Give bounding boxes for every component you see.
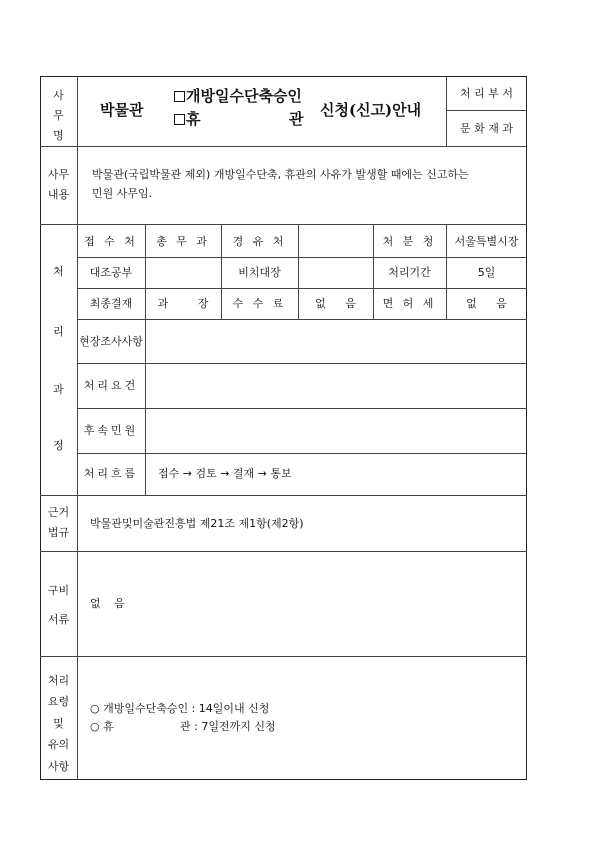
divider-grid-col1: [145, 224, 146, 495]
cell-license-tax-label: 면 허 세: [382, 297, 437, 310]
content-label: [40, 165, 77, 205]
documents-value: 없 음: [90, 597, 125, 610]
dept-value: 문 화 재 과: [460, 122, 513, 135]
notes-label-line: 요령: [47, 695, 70, 709]
notes-item-approval: ○ 개방일수단축승인 : 14일이내 신청: [90, 702, 270, 715]
cell-authority-value: 서울특별시장: [454, 235, 519, 248]
process-label-char: 처: [53, 265, 64, 278]
title-option-closure: [174, 112, 201, 127]
checkbox-icon[interactable]: [174, 91, 185, 102]
title-option-approval: [174, 89, 302, 104]
notes-item-closure-b: 관 : 7일전까지 신청: [180, 720, 276, 733]
notes-item-closure-a: ○ 휴: [90, 720, 114, 733]
requirements-label: 처리요건: [83, 379, 139, 392]
cell-fee-value: 없 음: [315, 297, 356, 310]
notes-label-line: 사항: [47, 759, 70, 773]
cell-routing-label: 경 유 처: [232, 235, 287, 248]
dept-label: 처 리 부 서: [460, 87, 513, 100]
process-label-char: 정: [53, 439, 64, 452]
process-label-char: 과: [53, 383, 64, 396]
header-label-char: 사: [53, 89, 64, 102]
header-label-char: 명: [53, 128, 64, 142]
divider-process: [40, 495, 527, 496]
title-suffix: 신청(신고)안내: [320, 101, 422, 119]
flow-label: 처리흐름: [83, 467, 139, 480]
process-label-char: 리: [53, 325, 64, 338]
cell-period-value: 5일: [477, 266, 496, 279]
cell-period-label: 처리기간: [388, 266, 431, 279]
legal-label-line: 근거: [47, 506, 70, 519]
notes-label-line: 및: [53, 716, 64, 730]
content-label-line: 사무: [47, 168, 70, 181]
flow-value: 접수 → 검토 → 결재 → 통보: [158, 467, 292, 480]
notes-label-line: 유의: [47, 738, 70, 752]
option-closure-label-a: 휴: [186, 110, 201, 128]
divider-dept: [446, 110, 527, 111]
documents-label-line: 구비: [47, 584, 70, 597]
cell-fee-label: 수 수 료: [232, 297, 287, 310]
header-label: [40, 86, 77, 145]
title-prefix: 박물관: [100, 101, 144, 119]
notes-label-line: 처리: [47, 674, 70, 687]
divider-legal: [40, 551, 527, 552]
notes-label: [40, 670, 77, 777]
cell-final-approval-label: 최종결재: [89, 297, 133, 310]
cell-ledger-label: 대조공부: [89, 266, 133, 279]
cell-license-tax-value: 없 음: [466, 297, 507, 310]
content-text-line1: 박물관(국립박물관 제외) 개방일수단축, 휴관의 사유가 발생할 때에는 신고하는: [92, 168, 469, 181]
followup-label: 후속민원: [83, 424, 139, 437]
cell-final-approval-value: 과 장: [157, 297, 209, 310]
option-approval-label: 개방일수단축승인: [186, 87, 302, 105]
cell-reception-value: 총 무 과: [156, 235, 210, 248]
legal-value: 박물관및미술관진흥법 제21조 제1항(제2항): [90, 517, 304, 530]
onsite-label: 현장조사사항: [79, 335, 143, 348]
cell-register-label: 비치대장: [238, 266, 281, 279]
legal-label-line: 법규: [47, 525, 70, 539]
divider-header: [40, 146, 527, 147]
divider-header-dept: [446, 76, 447, 146]
header-label-char: 무: [53, 108, 64, 122]
documents-label-line: 서류: [47, 612, 70, 626]
checkbox-icon[interactable]: [174, 114, 185, 125]
legal-label: [40, 503, 77, 543]
content-text-line2: 민원 사무임.: [92, 187, 153, 200]
divider-content: [40, 224, 527, 225]
divider-documents: [40, 656, 527, 657]
cell-reception-label: 접 수 처: [84, 235, 138, 248]
option-closure-label-b: 관: [289, 110, 304, 128]
documents-label: [40, 577, 77, 634]
cell-authority-label: 처 분 청: [382, 235, 437, 248]
content-label-line: 내용: [47, 187, 70, 201]
